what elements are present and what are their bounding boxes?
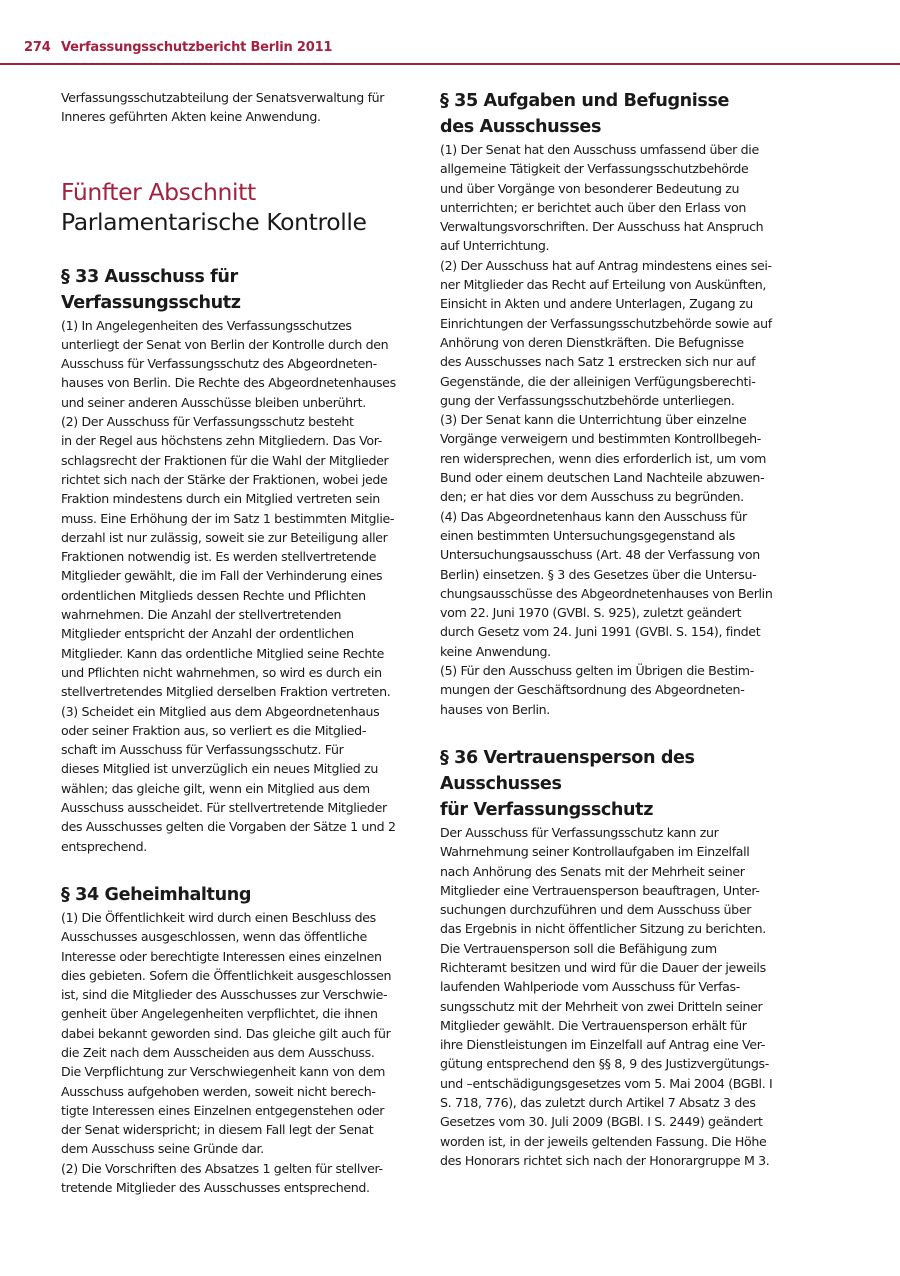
section-34-heading: § 34 Geheimhaltung [61,884,252,905]
chapter-title: Parlamentarische Kontrolle [61,207,367,236]
section-36-heading: § 36 Vertrauensperson des Ausschusses für Verfassungsschutz [440,747,695,820]
section-35-paragraph-5: (5) Für den Ausschuss gelten im Übrigen die Bestim- mungen der Geschäftsordnung des Abgeordneten- hauses von Berlin. [440,663,754,717]
spacer [440,719,792,745]
page-header [0,40,900,66]
section-33-paragraph-1: (1) In Angelegenheiten des Verfassungsschutzes unterliegt der Senat von Berlin der Kontrolle durch den Ausschuss für Verfassungsschutz des Abgeordneten- hauses von Berlin. Die Rechte des Abgeordnetenhauses und seiner anderen Ausschüsse bleiben unberührt. [61,317,396,410]
section-33-paragraph-2: (2) Der Ausschuss für Verfassungsschutz besteht in der Regel aus höchstens zehn Mitgliedern. Das Vor- schlagsrecht der Fraktionen für die Wahl der Mitglieder richtet sich nach der Stärke der Fraktionen, wobei jede Fraktion mindestens durch ein Mitglied vertreten sein muss. Eine Erhöhung der im Satz 1 bestimmten Mitglie- derzahl ist nur zulässig, soweit sie zur Beteiligung aller Fraktionen notwendig ist. Es werden stellvertretende Mitglieder gewählt, die im Fall der Verhinderung eines ordentlichen Mitglieds dessen Rechte und Pflichten wahrnehmen. Die Anzahl der stellvertretenden Mitglieder entspricht der Anzahl der ordentlichen Mitglieder. Kann das ordentliche Mitglied seine Rechte und Pflichten nicht wahrnehmen, so wird es durch ein stellvertretendes Mitglied derselben Fraktion vertreten. [61,414,395,700]
section-35-paragraph-1: (1) Der Senat hat den Ausschuss umfassend über die allgemeine Tätigkeit der Verfassungsschutzbehörde und über Vorgänge von besonderer Bedeutung zu unterrichten; er berichtet auch über den Erlass von Verwaltungsvorschriften. Der Ausschuss hat Anspruch auf Unterrichtung. [440,142,764,254]
section-35-heading: § 35 Aufgaben und Befugnisse des Ausschusses [440,91,730,137]
spacer [61,856,411,882]
header-rule [0,63,900,65]
chapter-heading [61,177,411,237]
page-number: 274 [24,40,51,55]
section-33-heading: § 33 Ausschuss für Verfassungsschutz [61,266,241,313]
section-34-paragraph-1: (1) Die Öffentlichkeit wird durch einen Beschluss des Ausschusses ausgeschlossen, wenn das öffentliche Interesse oder berechtigte Interessen eines einzelnen dies gebieten. Sofern die Öffentlichkeit ausgeschlossen ist, sind die Mitglieder des Ausschusses zur Verschwie- genheit über Angelegenheiten verpflichtet, die ihnen dabei bekannt geworden sind. Das gleiche gilt auch für die Zeit nach dem Ausscheiden aus dem Ausschuss. Die Verpflichtung zur Verschwiegenheit kann von dem Ausschuss aufgehoben werden, soweit nicht berech- tigte Interessen eines Einzelnen entgegenstehen oder der Senat widerspricht; in diesem Fall legt der Senat dem Ausschuss seine Gründe dar. [61,909,392,1157]
right-column [440,88,792,1170]
chapter-label: Fünfter Abschnitt [61,177,256,206]
section-36-paragraph-1: Der Ausschuss für Verfassungsschutz kann zur Wahrnehmung seiner Kontrollaufgaben im Einzelfall nach Anhörung des Senats mit der Mehrheit seiner Mitglieder eine Vertrauensperson beauftragen, Unter- suchungen durchzuführen und dem Ausschuss über das Ergebnis in nicht öffentlicher Sitzung zu berichten. Die Vertrauensperson soll die Befähigung zum Richteramt besitzen und wird für die Dauer der jeweils laufenden Wahlperiode vom Ausschuss für Verfas- sungsschutz mit der Mehrheit von zwei Dritteln seiner Mitglieder gewählt. Die Vertrauensperson erhält für ihre Dienstleistungen im Einzelfall auf Antrag eine Ver- gütung entsprechend den §§ 8, 9 des Justizvergütungs- und –entschädigungsgesetzes vom 5. Mai 2004 (BGBl. I S. 718, 776), das zuletzt durch Artikel 7 Absatz 3 des Gesetzes vom 30. Juli 2009 (BGBl. I S. 2449) geändert worden ist, in der jeweils geltenden Fassung. Die Höhe des Honorars richtet sich nach der Honorargruppe M 3. [440,824,773,1168]
running-title: Verfassungsschutzbericht Berlin 2011 [61,40,333,55]
section-33-paragraph-3: (3) Scheidet ein Mitglied aus dem Abgeordnetenhaus oder seiner Fraktion aus, so verliert es die Mitglied- schaft im Ausschuss für Verfassungsschutz. Für dieses Mitglied ist unverzüglich ein neues Mitglied zu wählen; das gleiche gilt, wenn ein Mitglied aus dem Ausschuss ausscheidet. Für stellvertretende Mitglieder des Ausschusses gelten die Vorgaben der Sätze 1 und 2 entsprechend. [61,703,396,854]
intro-paragraph: Verfassungsschutzabteilung der Senatsverwaltung für Inneres geführten Akten keine Anwendung. [61,90,385,125]
section-34-paragraph-2: (2) Die Vorschriften des Absatzes 1 gelten für stellver- tretende Mitglieder des Ausschusses entsprechend. [61,1160,383,1196]
section-35-paragraph-4: (4) Das Abgeordnetenhaus kann den Ausschuss für einen bestimmten Untersuchungsgegenstand als Untersuchungsausschuss (Art. 48 der Verfassung von Berlin) einsetzen. § 3 des Gesetzes über die Untersu- chungsausschüsse des Abgeordnetenhauses von Berlin vom 22. Juni 1970 (GVBl. S. 925), zuletzt geändert durch Gesetz vom 24. Juni 1991 (GVBl. S. 154), findet keine Anwendung. [440,508,773,659]
section-35-paragraph-2: (2) Der Ausschuss hat auf Antrag mindestens eines sei- ner Mitglieder das Recht auf Erteilung von Auskünften, Einsicht in Akten und andere Unterlagen, Zugang zu Einrichtungen der Verfassungsschutzbehörde sowie auf Anhörung von deren Dienstkräften. Die Befugnisse des Ausschusses nach Satz 1 erstrecken sich nur auf Gegenstände, die der alleinigen Verfügungsberechti- gung der Verfassungsschutzbehörde unterliegen. [440,257,772,408]
section-35-paragraph-3: (3) Der Senat kann die Unterrichtung über einzelne Vorgänge verweigern und bestimmten Kontrollbegeh- ren widersprechen, wenn dies erforderlich ist, um vom Bund oder einem deutschen Land Nachteile abzuwen- den; er hat dies vor dem Ausschuss zu begründen. [440,412,767,505]
left-column [61,88,411,1197]
